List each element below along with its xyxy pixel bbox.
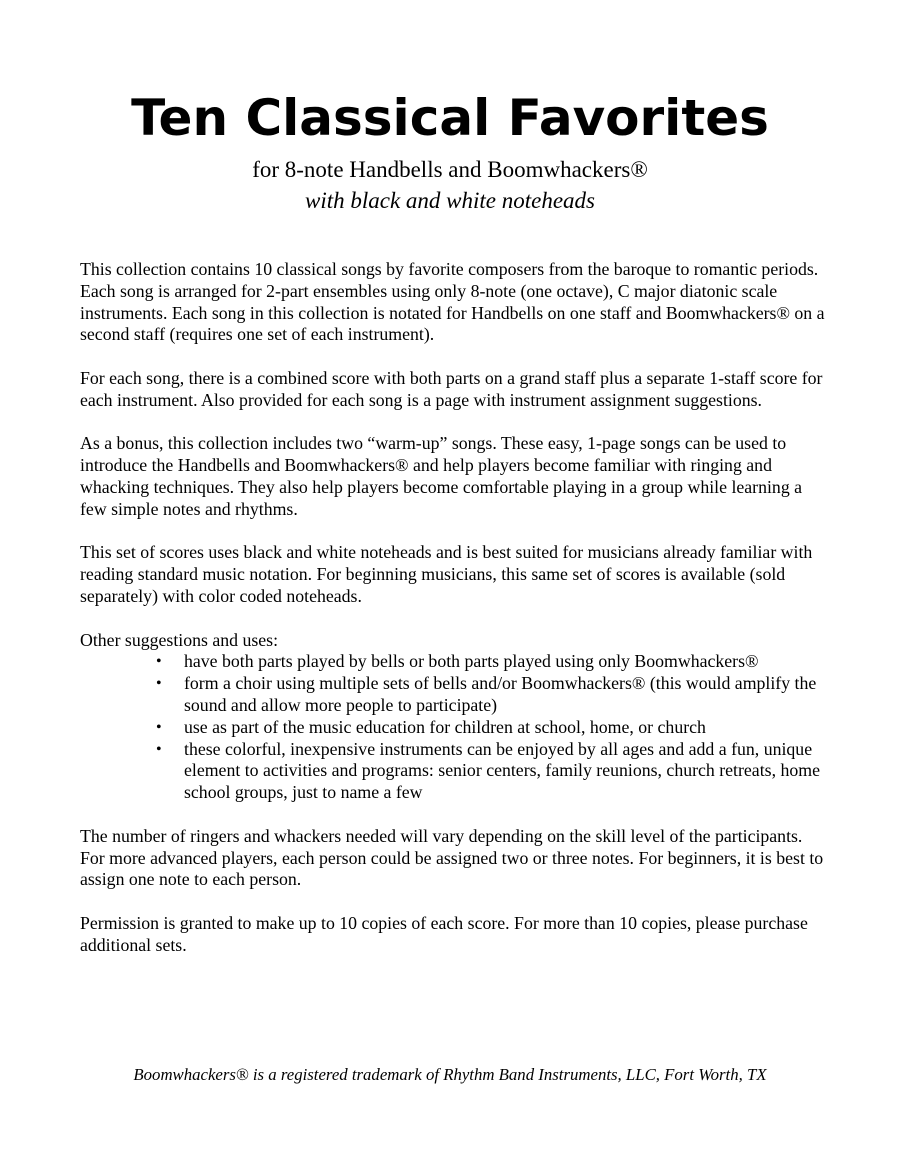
- bullet-icon: •: [156, 740, 162, 758]
- page-subtitle: for 8-note Handbells and Boomwhackers®: [252, 157, 648, 182]
- list-item-text: use as part of the music education for children at school, home, or church: [184, 716, 706, 737]
- list-item-text: have both parts played by bells or both parts played using only Boomwhackers®: [184, 651, 759, 672]
- suggestions-list: [80, 651, 825, 804]
- paragraph-noteheads: This set of scores uses black and white noteheads and is best suited for musicians already familiar with reading standard music notation. For beginning musicians, this same set of scores is available (sold separately) with color coded noteheads.: [80, 542, 813, 606]
- suggestions-list-intro: Other suggestions and uses:: [80, 629, 279, 650]
- list-item-text: these colorful, inexpensive instruments can be enjoyed by all ages and add a fun, unique element to activities and programs: senior centers, family reunions, church retreats, home school groups, just to name a few: [184, 738, 820, 803]
- paragraph-score-format: For each song, there is a combined score with both parts on a grand staff plus a separate 1-staff score for each instrument. Also provided for each song is a page with instrument assignment suggestions.: [80, 367, 823, 410]
- list-item: [156, 738, 825, 804]
- trademark-footer: Boomwhackers® is a registered trademark of Rhythm Band Instruments, LLC, Fort Worth, TX: [133, 1065, 767, 1084]
- list-item: [156, 716, 825, 739]
- paragraph-ringers-needed: The number of ringers and whackers needed will vary depending on the skill level of the participants. For more advanced players, each person could be assigned two or three notes. For beginners, it is best to assign one note to each person.: [80, 825, 824, 890]
- bullet-icon: •: [156, 718, 162, 736]
- page-title: Ten Classical Favorites: [131, 89, 769, 147]
- page-subtitle-italic: with black and white noteheads: [304, 188, 595, 213]
- paragraph-collection-overview: This collection contains 10 classical songs by favorite composers from the baroque to romantic periods. Each song is arranged for 2-part ensembles using only 8-note (one octave), C major diatonic scale instruments. Each song in this collection is notated for Handbells on one staff and Boomwhackers® on a second staff (requires one set of each instrument).: [80, 259, 825, 345]
- document-body: [80, 259, 825, 978]
- bullet-icon: •: [156, 653, 162, 671]
- paragraph-copy-permission: Permission is granted to make up to 10 copies of each score. For more than 10 copies, please purchase additional sets.: [80, 912, 808, 955]
- list-item: [156, 673, 825, 717]
- bullet-icon: •: [156, 675, 162, 693]
- list-item: [156, 651, 825, 673]
- list-item-text: form a choir using multiple sets of bells and/or Boomwhackers® (this would amplify the sound and allow more people to participate): [184, 673, 817, 715]
- paragraph-bonus-songs: As a bonus, this collection includes two “warm-up” songs. These easy, 1-page songs can be used to introduce the Handbells and Boomwhackers® and help players become familiar with ringing and whacking techniques. They also help players become comfortable playing in a group while learning a few simple notes and rhythms.: [80, 433, 803, 519]
